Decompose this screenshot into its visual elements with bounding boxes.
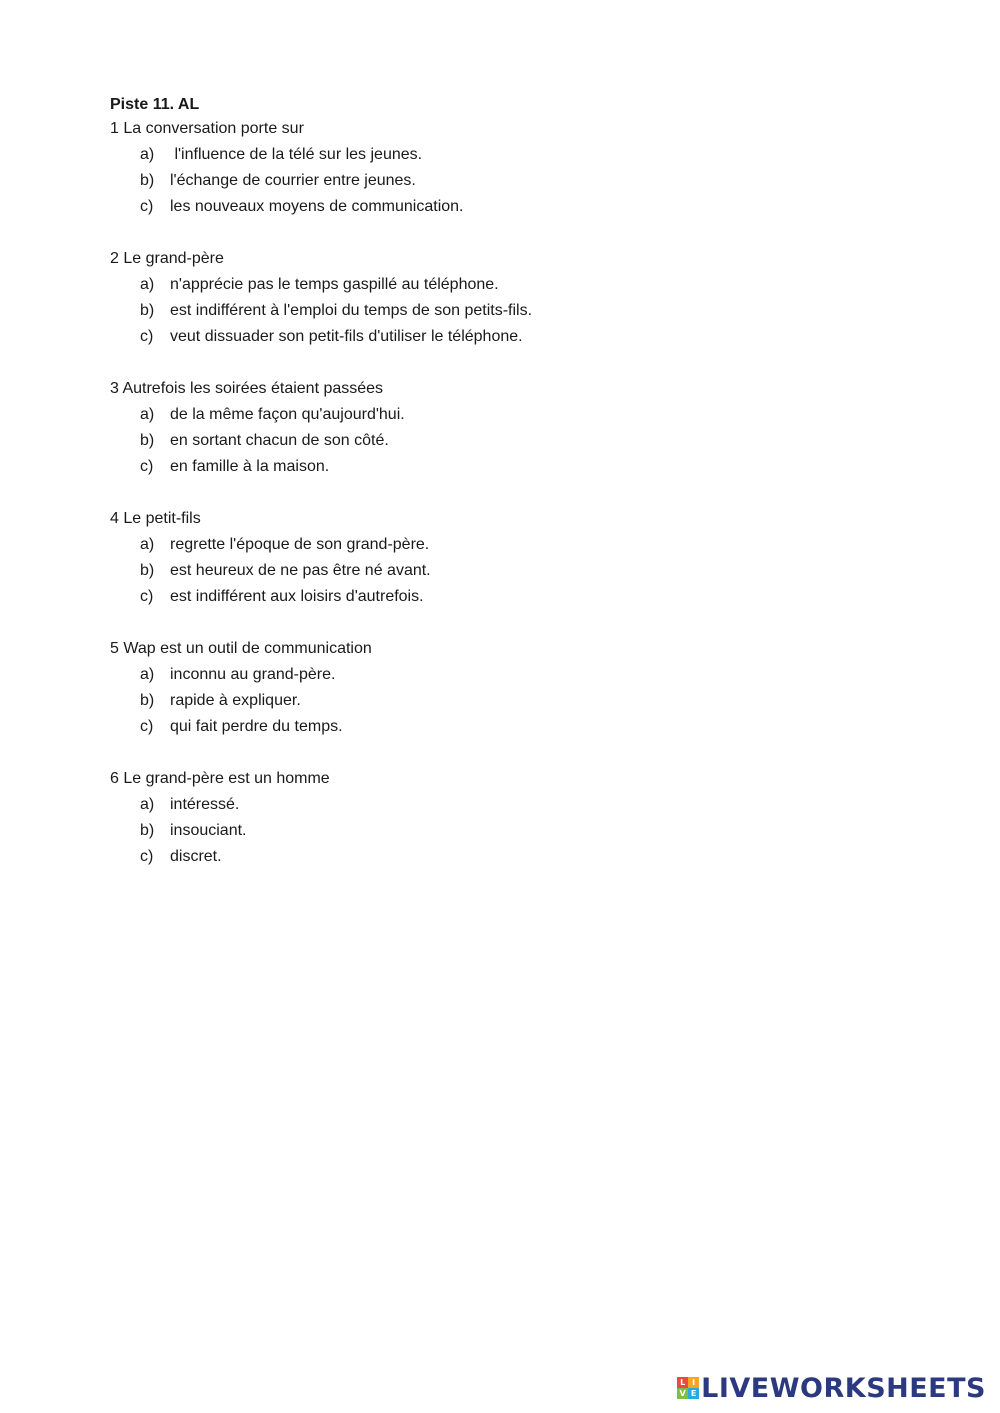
option-text: rapide à expliquer.: [170, 692, 301, 709]
liveworksheets-watermark: [677, 1371, 986, 1405]
question-text: 6 Le grand-père est un homme: [110, 770, 330, 787]
option-text: intéressé.: [170, 796, 240, 813]
option-b[interactable]: [110, 558, 930, 584]
option-letter: c): [140, 198, 154, 215]
question-text: 4 Le petit-fils: [110, 510, 201, 527]
option-letter: c): [140, 848, 154, 865]
worksheet-page: [110, 94, 930, 870]
option-text: regrette l'époque de son grand-père.: [170, 536, 430, 553]
option-letter: b): [140, 302, 155, 319]
logo-cell-l: L: [677, 1377, 688, 1388]
logo-cell-v: V: [677, 1388, 688, 1399]
option-a[interactable]: [110, 792, 930, 818]
option-text: est indifférent aux loisirs d'autrefois.: [170, 588, 424, 605]
option-letter: c): [140, 328, 154, 345]
option-list: [110, 142, 930, 220]
question-3: [110, 376, 930, 480]
option-text: est heureux de ne pas être né avant.: [170, 562, 431, 579]
option-c[interactable]: [110, 194, 930, 220]
question-1: [110, 116, 930, 220]
option-text: inconnu au grand-père.: [170, 666, 336, 683]
option-letter: a): [140, 406, 155, 423]
option-a[interactable]: [110, 142, 930, 168]
option-b[interactable]: [110, 818, 930, 844]
question-text: 2 Le grand-père: [110, 250, 224, 267]
logo-cell-i: I: [688, 1377, 699, 1388]
option-text: l'échange de courrier entre jeunes.: [170, 172, 416, 189]
option-list: [110, 402, 930, 480]
option-text: les nouveaux moyens de communication.: [170, 198, 464, 215]
option-text: qui fait perdre du temps.: [170, 718, 343, 735]
question-5: [110, 636, 930, 740]
watermark-text: LIVEWORKSHEETS: [701, 1372, 986, 1404]
option-a[interactable]: [110, 402, 930, 428]
option-letter: a): [140, 796, 155, 813]
option-text: l'influence de la télé sur les jeunes.: [170, 146, 423, 163]
question-text: 5 Wap est un outil de communication: [110, 640, 372, 657]
option-list: [110, 532, 930, 610]
option-text: veut dissuader son petit-fils d'utiliser le téléphone.: [170, 328, 523, 345]
option-letter: c): [140, 588, 154, 605]
question-4: [110, 506, 930, 610]
option-b[interactable]: [110, 168, 930, 194]
option-letter: b): [140, 432, 155, 449]
option-letter: c): [140, 718, 154, 735]
option-list: [110, 792, 930, 870]
option-a[interactable]: [110, 532, 930, 558]
worksheet-title: Piste 11. AL: [110, 96, 200, 113]
option-text: de la même façon qu'aujourd'hui.: [170, 406, 405, 423]
option-letter: c): [140, 458, 154, 475]
option-list: [110, 662, 930, 740]
option-letter: a): [140, 146, 155, 163]
option-c[interactable]: [110, 844, 930, 870]
question-text: 1 La conversation porte sur: [110, 120, 304, 137]
option-c[interactable]: [110, 714, 930, 740]
option-c[interactable]: [110, 454, 930, 480]
option-c[interactable]: [110, 324, 930, 350]
option-letter: b): [140, 692, 155, 709]
option-b[interactable]: [110, 298, 930, 324]
option-a[interactable]: [110, 272, 930, 298]
question-2: [110, 246, 930, 350]
liveworksheets-logo-icon: [677, 1377, 699, 1399]
option-letter: a): [140, 536, 155, 553]
option-text: en sortant chacun de son côté.: [170, 432, 389, 449]
option-text: en famille à la maison.: [170, 458, 330, 475]
option-text: discret.: [170, 848, 222, 865]
option-text: n'apprécie pas le temps gaspillé au téléphone.: [170, 276, 499, 293]
question-6: [110, 766, 930, 870]
option-letter: b): [140, 822, 155, 839]
option-b[interactable]: [110, 428, 930, 454]
option-b[interactable]: [110, 688, 930, 714]
option-a[interactable]: [110, 662, 930, 688]
option-c[interactable]: [110, 584, 930, 610]
option-letter: b): [140, 562, 155, 579]
option-text: insouciant.: [170, 822, 247, 839]
option-letter: a): [140, 666, 155, 683]
option-letter: b): [140, 172, 155, 189]
option-letter: a): [140, 276, 155, 293]
question-text: 3 Autrefois les soirées étaient passées: [110, 380, 384, 397]
option-list: [110, 272, 930, 350]
option-text: est indifférent à l'emploi du temps de son petits-fils.: [170, 302, 533, 319]
logo-cell-e: E: [688, 1388, 699, 1399]
